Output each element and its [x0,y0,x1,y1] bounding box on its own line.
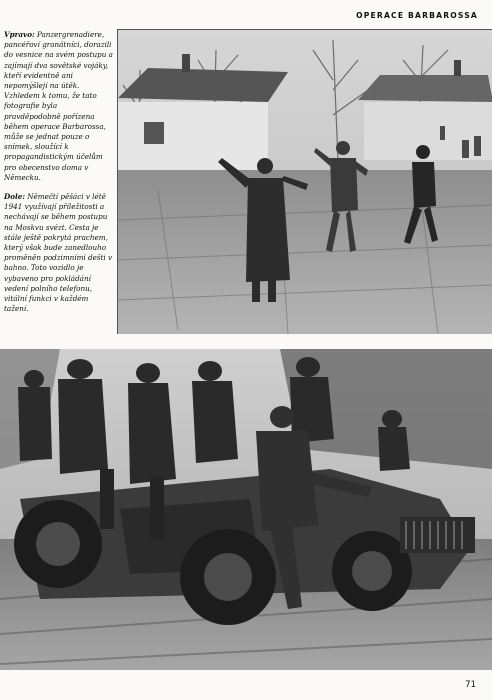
caption-bottom-text: Němečtí pěšáci v létě 1941 využívají příležitosti a nechávají se během postupu na Moskvu svézt. Cesta je stále ještě pokrytá prachem, který však bude zanedlouho proměněn podzimními dešti v bahno. Toto vozidlo je vybaveno pro pokládání vedení polního telefonu, vitální funkci v každém tažení. [4,192,113,314]
photo-soldiers-on-vehicle [0,349,492,670]
caption-bottom [4,192,115,314]
photo-village-surrender-image [118,30,492,334]
photo-soldiers-on-vehicle-image [0,349,492,670]
caption-top [4,30,115,183]
photo-village-surrender [117,29,492,334]
caption-bottom-lead: Dole: [4,192,25,201]
page-number: 71 [465,680,476,690]
caption-top-text: Panzergrenadiere, pancéřoví granátníci, dorazili do vesnice na svém postupu a zajímají dva sovětské vojáky, kteří evidentně ani nepomýšlejí na útěk. Vzhledem k tomu, že tato fotografie byla pravděpodobně pořízena během operace Barbarossa, může se jednat pouze o snímek, sloužící k propagandistickým účelům pro obecenstvo doma v Německu. [4,30,113,182]
caption-top-lead: Vpravo: [4,30,35,39]
running-header: OPERACE BARBAROSSA [356,11,478,20]
